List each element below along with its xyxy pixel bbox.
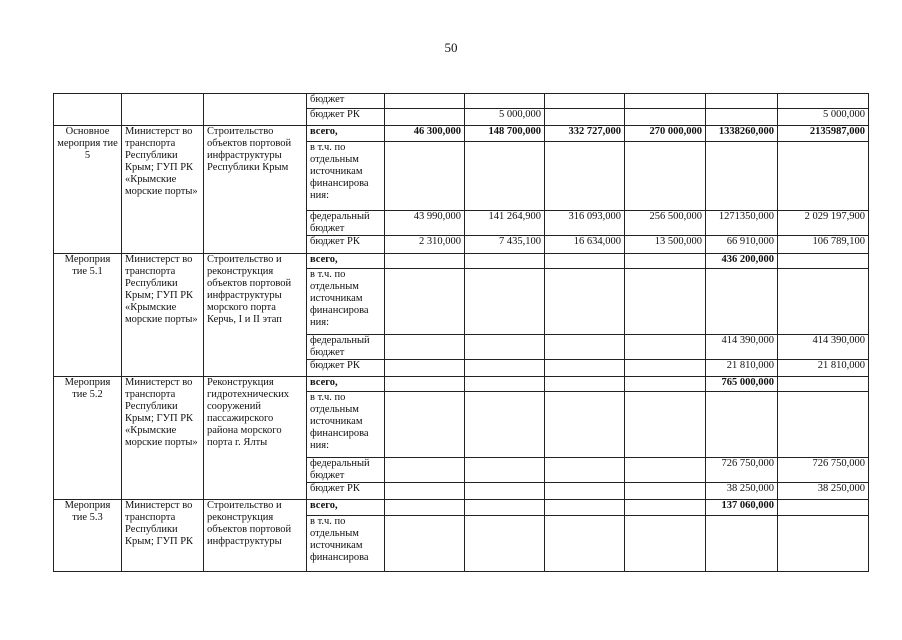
value-cell: 316 093,000 (545, 211, 625, 236)
source-cell: всего, (307, 254, 385, 269)
value-cell: 148 700,000 (465, 126, 545, 142)
value-cell: 5 000,000 (778, 109, 869, 126)
value-cell (545, 109, 625, 126)
value-cell (385, 392, 465, 458)
source-cell: всего, (307, 377, 385, 392)
value-cell (625, 142, 706, 211)
value-cell: 726 750,000 (778, 458, 869, 483)
source-cell: федеральный бюджет (307, 211, 385, 236)
source-cell: федеральный бюджет (307, 458, 385, 483)
value-cell: 13 500,000 (625, 236, 706, 254)
object-cell: Реконструкция гидротехнических сооружений пассажирского района морского порта г. Ялты (204, 377, 307, 500)
executor-cell: Министерст во транспорта Республики Крым; ГУП РК (122, 500, 204, 572)
value-cell (625, 500, 706, 516)
value-cell (625, 360, 706, 377)
value-cell (545, 269, 625, 335)
value-cell (465, 483, 545, 500)
executor-cell (122, 94, 204, 126)
event-name-cell: Мероприя тие 5.1 (54, 254, 122, 377)
value-cell: 5 000,000 (465, 109, 545, 126)
value-cell (778, 500, 869, 516)
value-cell (625, 516, 706, 572)
value-cell (465, 360, 545, 377)
value-cell (706, 94, 778, 109)
value-cell (625, 377, 706, 392)
value-cell: 7 435,100 (465, 236, 545, 254)
value-cell: 332 727,000 (545, 126, 625, 142)
executor-cell: Министерст во транспорта Республики Крым; ГУП РК «Крымские морские порты» (122, 126, 204, 254)
value-cell: 414 390,000 (778, 335, 869, 360)
value-cell (465, 377, 545, 392)
value-cell (545, 94, 625, 109)
value-cell: 21 810,000 (706, 360, 778, 377)
value-cell: 270 000,000 (625, 126, 706, 142)
source-cell: в т.ч. по отдельным источникам финансирова ния: (307, 392, 385, 458)
value-cell (545, 335, 625, 360)
object-cell (204, 94, 307, 126)
value-cell (385, 109, 465, 126)
value-cell (545, 483, 625, 500)
value-cell (545, 254, 625, 269)
value-cell (385, 516, 465, 572)
value-cell (465, 94, 545, 109)
source-cell: бюджет РК (307, 483, 385, 500)
value-cell (706, 269, 778, 335)
value-cell (706, 516, 778, 572)
value-cell (545, 377, 625, 392)
value-cell: 43 990,000 (385, 211, 465, 236)
source-cell: бюджет РК (307, 236, 385, 254)
value-cell (465, 392, 545, 458)
value-cell (385, 142, 465, 211)
value-cell: 414 390,000 (706, 335, 778, 360)
value-cell: 38 250,000 (706, 483, 778, 500)
table-row (54, 500, 869, 516)
value-cell (545, 516, 625, 572)
value-cell: 2 029 197,900 (778, 211, 869, 236)
value-cell (385, 458, 465, 483)
value-cell (465, 500, 545, 516)
source-cell: бюджет РК (307, 360, 385, 377)
object-cell: Строительство и реконструкция объектов портовой инфраструктуры (204, 500, 307, 572)
value-cell (465, 269, 545, 335)
value-cell (778, 94, 869, 109)
value-cell: 256 500,000 (625, 211, 706, 236)
event-name-cell: Основное мероприя тие 5 (54, 126, 122, 254)
value-cell (706, 109, 778, 126)
object-cell: Строительство объектов портовой инфраструктуры Республики Крым (204, 126, 307, 254)
table-row (54, 126, 869, 142)
value-cell (545, 142, 625, 211)
value-cell (625, 269, 706, 335)
executor-cell: Министерст во транспорта Республики Крым; ГУП РК «Крымские морские порты» (122, 377, 204, 500)
source-cell: бюджет (307, 94, 385, 109)
value-cell: 1271350,000 (706, 211, 778, 236)
value-cell (778, 392, 869, 458)
table-row (54, 377, 869, 392)
value-cell (385, 335, 465, 360)
value-cell (385, 254, 465, 269)
budget-table (53, 93, 869, 572)
value-cell (385, 360, 465, 377)
object-cell: Строительство и реконструкция объектов портовой инфраструктуры морского порта Керчь, I и II этап (204, 254, 307, 377)
value-cell (545, 360, 625, 377)
source-cell: в т.ч. по отдельным источникам финансирова ния: (307, 142, 385, 211)
value-cell (778, 377, 869, 392)
value-cell (465, 254, 545, 269)
source-cell: всего, (307, 126, 385, 142)
value-cell (385, 483, 465, 500)
value-cell (625, 483, 706, 500)
table-row (54, 94, 869, 109)
value-cell (385, 94, 465, 109)
page-number: 50 (444, 40, 458, 55)
value-cell (465, 335, 545, 360)
source-cell: федеральный бюджет (307, 335, 385, 360)
value-cell: 2135987,000 (778, 126, 869, 142)
value-cell (625, 335, 706, 360)
value-cell: 765 000,000 (706, 377, 778, 392)
source-cell: всего, (307, 500, 385, 516)
value-cell (778, 516, 869, 572)
value-cell (545, 392, 625, 458)
value-cell: 141 264,900 (465, 211, 545, 236)
event-name-cell: Мероприя тие 5.3 (54, 500, 122, 572)
value-cell (465, 458, 545, 483)
value-cell (625, 458, 706, 483)
value-cell (778, 269, 869, 335)
value-cell (385, 500, 465, 516)
value-cell: 1338260,000 (706, 126, 778, 142)
value-cell (706, 392, 778, 458)
value-cell (545, 500, 625, 516)
value-cell (625, 94, 706, 109)
value-cell: 21 810,000 (778, 360, 869, 377)
executor-cell: Министерст во транспорта Республики Крым; ГУП РК «Крымские морские порты» (122, 254, 204, 377)
value-cell (385, 377, 465, 392)
value-cell (545, 458, 625, 483)
value-cell: 106 789,100 (778, 236, 869, 254)
value-cell: 16 634,000 (545, 236, 625, 254)
value-cell: 436 200,000 (706, 254, 778, 269)
value-cell: 46 300,000 (385, 126, 465, 142)
value-cell (625, 109, 706, 126)
event-name-cell (54, 94, 122, 126)
value-cell (625, 392, 706, 458)
value-cell: 2 310,000 (385, 236, 465, 254)
value-cell: 726 750,000 (706, 458, 778, 483)
value-cell (778, 142, 869, 211)
source-cell: в т.ч. по отдельным источникам финансирова (307, 516, 385, 572)
source-cell: бюджет РК (307, 109, 385, 126)
value-cell: 38 250,000 (778, 483, 869, 500)
value-cell (625, 254, 706, 269)
table-row (54, 254, 869, 269)
value-cell: 66 910,000 (706, 236, 778, 254)
source-cell: в т.ч. по отдельным источникам финансирова ния: (307, 269, 385, 335)
value-cell (706, 142, 778, 211)
value-cell (385, 269, 465, 335)
event-name-cell: Мероприя тие 5.2 (54, 377, 122, 500)
value-cell (778, 254, 869, 269)
value-cell: 137 060,000 (706, 500, 778, 516)
value-cell (465, 516, 545, 572)
value-cell (465, 142, 545, 211)
